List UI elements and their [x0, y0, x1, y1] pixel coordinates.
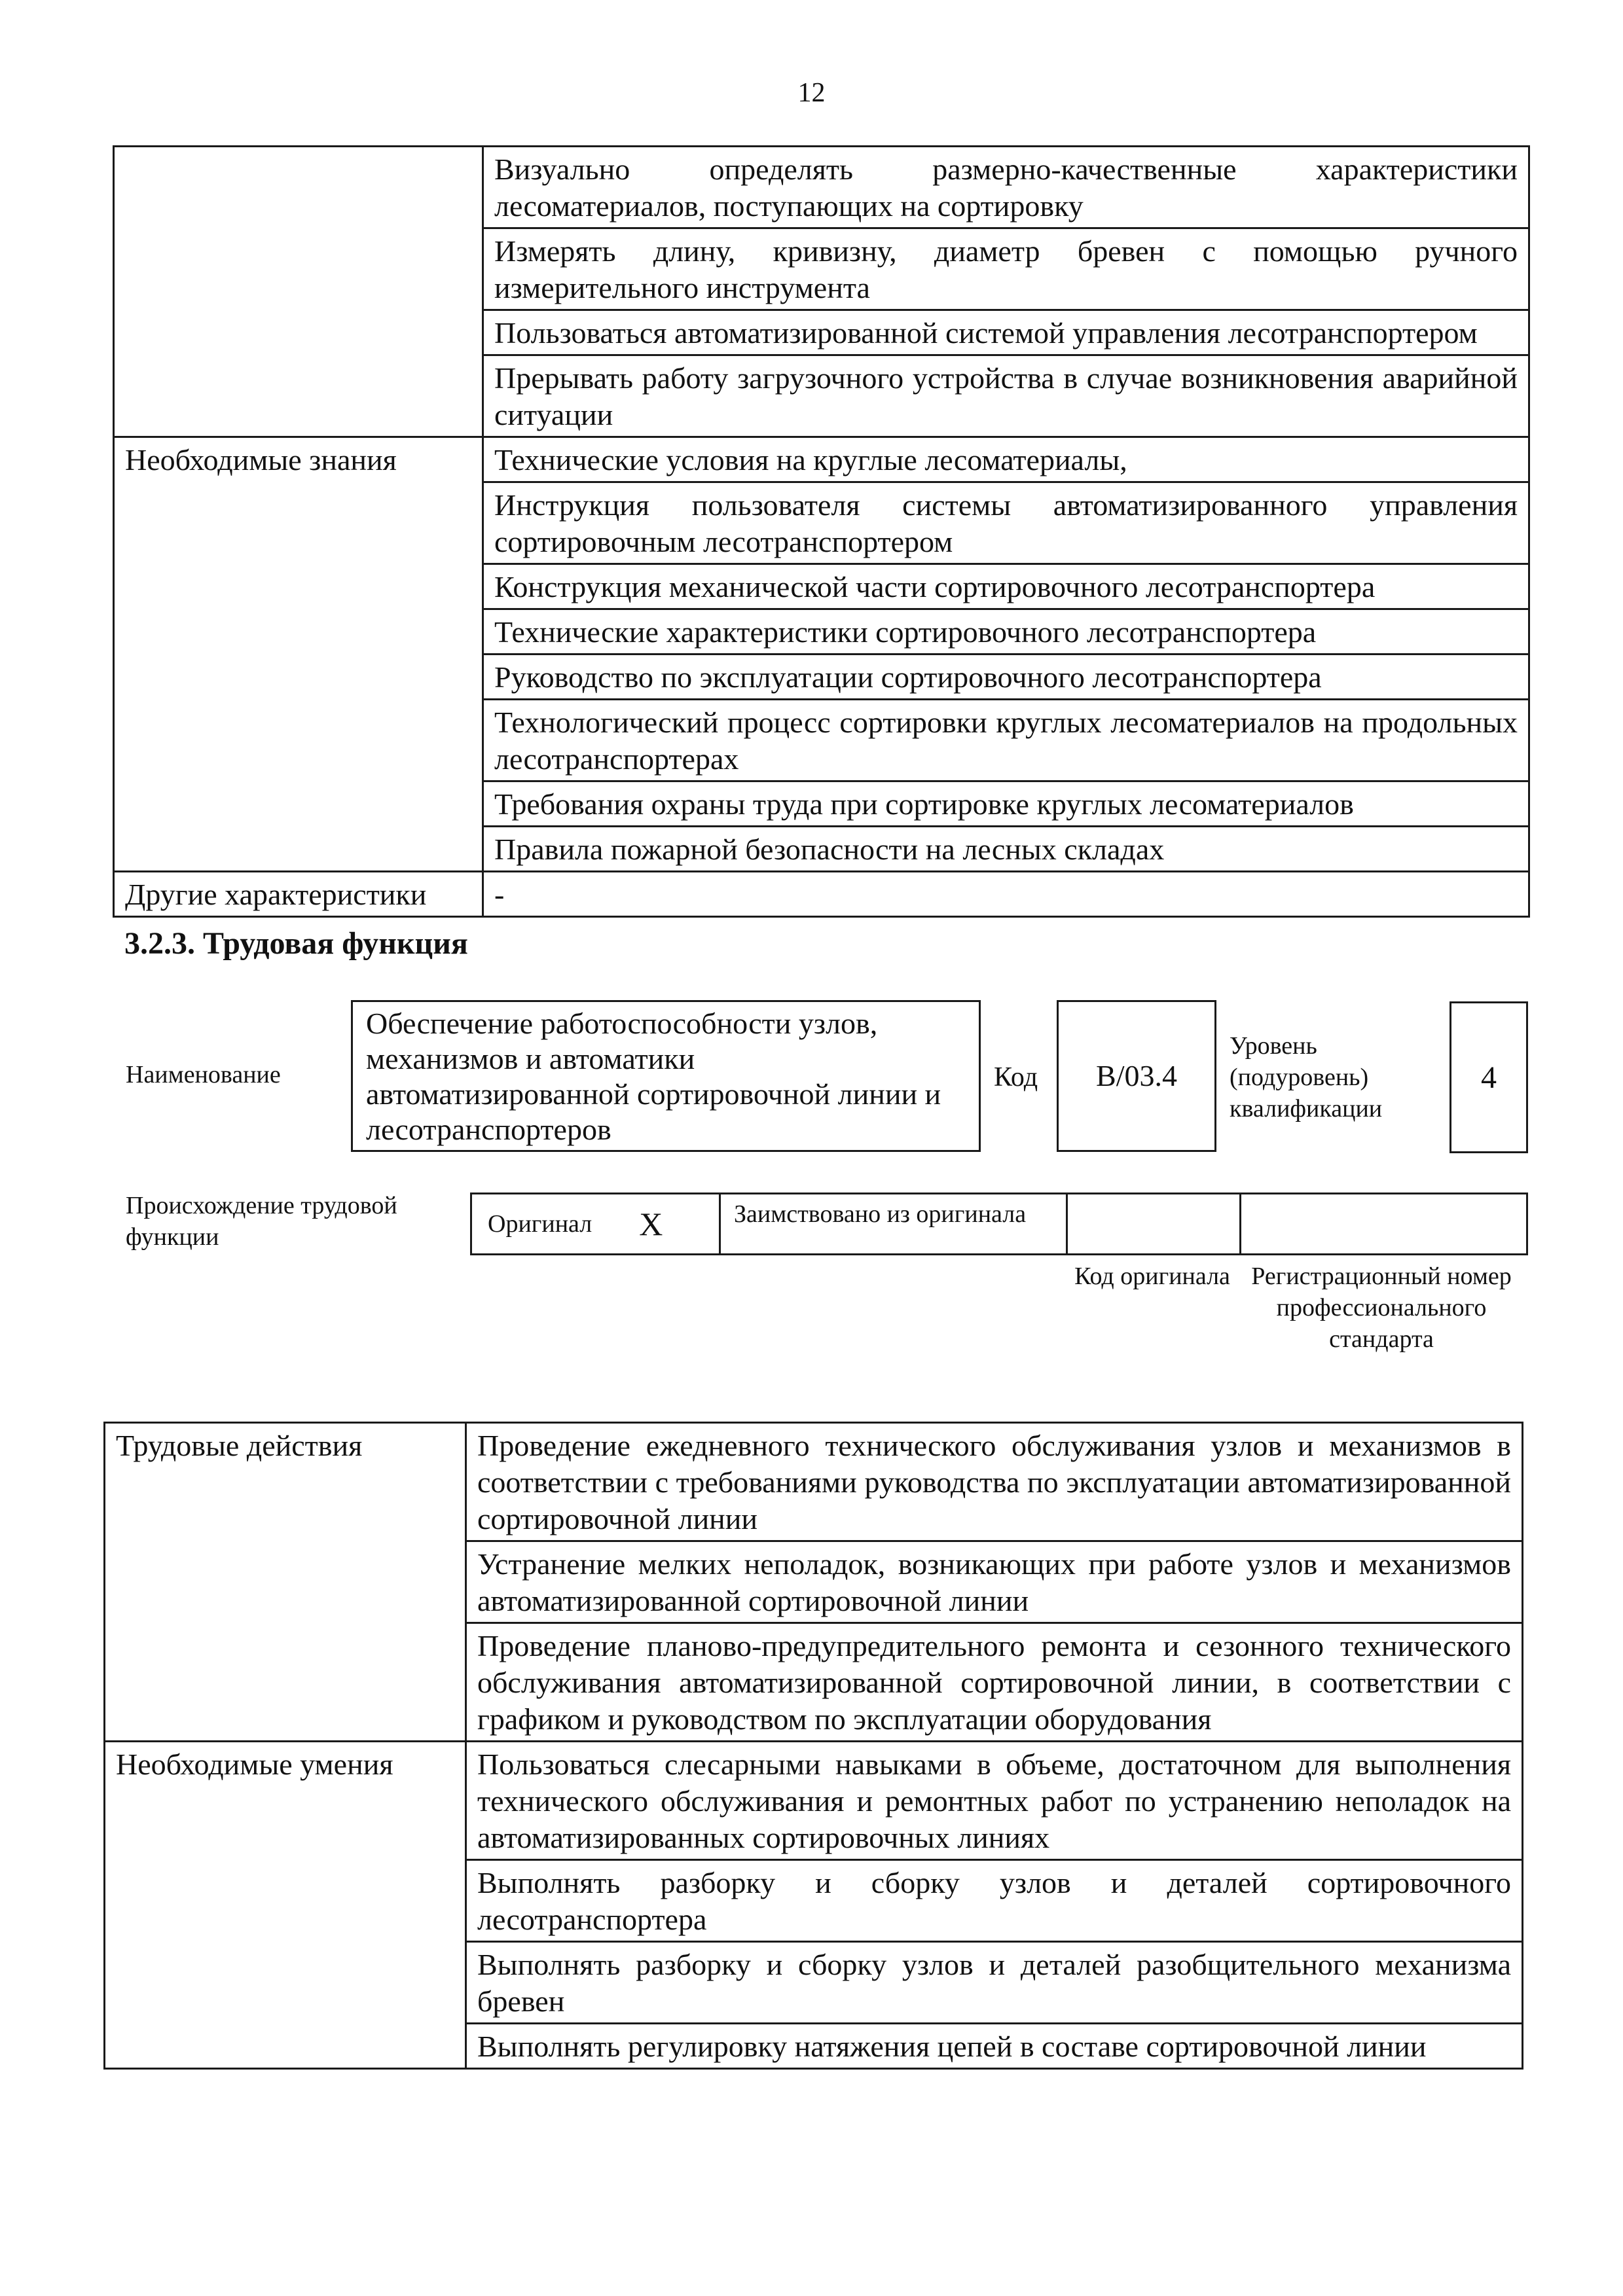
row-text: Правила пожарной безопасности на лесных складах: [483, 827, 1529, 872]
origin-code-cell: [1068, 1194, 1241, 1253]
row-text: Проведение ежедневного технического обслуживания узлов и механизмов в соответствии с требованиями руководства по эксплуатации автоматизированной сортировочной линии: [466, 1423, 1523, 1541]
row-label-required-skills: Необходимые умения: [105, 1742, 466, 2069]
row-text: Пользоваться слесарными навыками в объеме, достаточном для выполнения технического обслуживания и ремонтных работ по устранению неполадок на автоматизированных сортировочных линиях: [466, 1742, 1523, 1860]
table-row: [105, 1423, 1523, 1541]
page-number: 12: [797, 78, 826, 108]
row-label: [114, 147, 483, 437]
origin-row: [470, 1193, 1528, 1255]
row-text: Выполнять разборку и сборку узлов и деталей разобщительного механизма бревен: [466, 1942, 1523, 2024]
row-label-other-characteristics: Другие характеристики: [114, 872, 483, 917]
level-box: 4: [1450, 1001, 1528, 1153]
row-label-required-knowledge: Необходимые знания: [114, 437, 483, 872]
row-text: Прерывать работу загрузочного устройства в случае возникновения аварийной ситуации: [483, 355, 1529, 437]
row-text: Выполнять разборку и сборку узлов и деталей сортировочного лесотранспортера: [466, 1860, 1523, 1942]
row-text: Устранение мелких неполадок, возникающих при работе узлов и механизмов автоматизированной сортировочной линии: [466, 1541, 1523, 1623]
row-text: Технические характеристики сортировочного лесотранспортера: [483, 609, 1529, 655]
origin-label: Происхождение трудовой функции: [126, 1192, 397, 1251]
row-text: Технические условия на круглые лесоматериалы,: [483, 437, 1529, 482]
row-text: Проведение планово-предупредительного ремонта и сезонного технического обслуживания автоматизированной сортировочной линии, в соответствии с графиком и руководством по эксплуатации оборудования: [466, 1623, 1523, 1742]
code-original-caption: Код оригинала: [1074, 1263, 1230, 1290]
row-text: Выполнять регулировку натяжения цепей в составе сортировочной линии: [466, 2024, 1523, 2069]
section-heading: 3.2.3. Трудовая функция: [124, 926, 468, 961]
code-box: B/03.4: [1057, 1000, 1216, 1152]
labor-actions-table: [103, 1422, 1523, 2070]
row-text: Измерять длину, кривизну, диаметр бревен с помощью ручного измерительного инструмента: [483, 228, 1529, 310]
row-text: Конструкция механической части сортировочного лесотранспортера: [483, 564, 1529, 609]
reg-number-caption: Регистрационный номер профессионального стандарта: [1251, 1263, 1512, 1353]
skills-knowledge-table: [113, 145, 1530, 918]
level-label: Уровень (подуровень) квалификации: [1230, 1032, 1383, 1122]
original-mark: X: [639, 1206, 663, 1242]
row-text: Руководство по эксплуатации сортировочного лесотранспортера: [483, 655, 1529, 700]
row-text: -: [483, 872, 1529, 917]
table-row: [114, 872, 1529, 917]
origin-borrowed-cell: Заимствовано из оригинала: [721, 1194, 1068, 1253]
row-text: Требования охраны труда при сортировке круглых лесоматериалов: [483, 781, 1529, 827]
origin-original-cell: [472, 1194, 721, 1253]
name-label: Наименование: [126, 1061, 281, 1088]
origin-reg-number-cell: [1241, 1194, 1526, 1253]
original-label: Оригинал: [488, 1210, 593, 1238]
row-text: Пользоваться автоматизированной системой управления лесотранспортером: [483, 310, 1529, 355]
row-label-labor-actions: Трудовые действия: [105, 1423, 466, 1742]
function-name-box: Обеспечение работоспособности узлов, механизмов и автоматики автоматизированной сортировочной линии и лесотранспортеров: [351, 1000, 981, 1152]
table-row: [105, 1742, 1523, 1860]
table-row: [114, 437, 1529, 482]
row-text: Инструкция пользователя системы автоматизированного управления сортировочным лесотранспортером: [483, 482, 1529, 564]
row-text: Технологический процесс сортировки круглых лесоматериалов на продольных лесотранспортерах: [483, 700, 1529, 781]
row-text: Визуально определять размерно-качественные характеристики лесоматериалов, поступающих на сортировку: [483, 147, 1529, 228]
table-row: [114, 147, 1529, 228]
code-label: Код: [994, 1062, 1038, 1092]
